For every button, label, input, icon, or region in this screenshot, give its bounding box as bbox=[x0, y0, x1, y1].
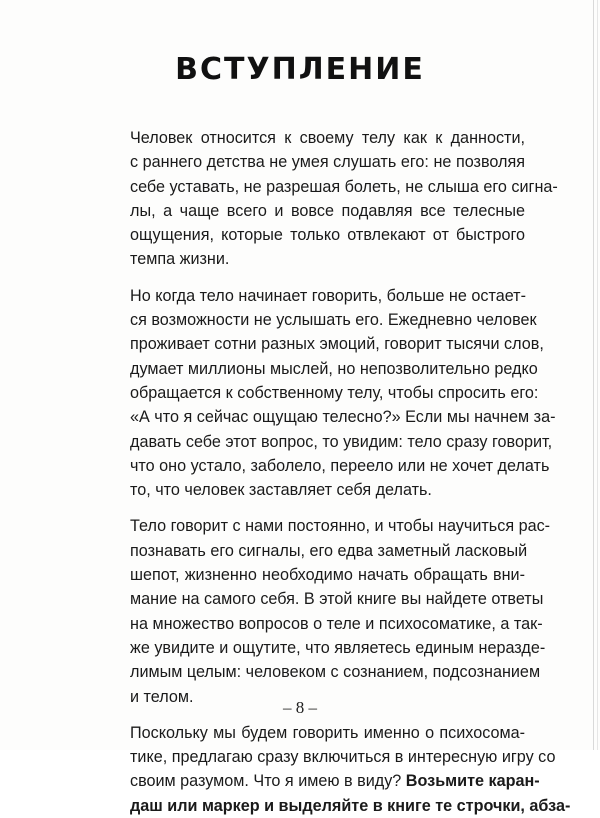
text-line: и телом. bbox=[130, 687, 194, 706]
text-line: же увидите и ощутите, что являетесь единым неразде- bbox=[130, 638, 546, 657]
text-line: обращается к собственному телу, чтобы спросить его: bbox=[130, 383, 539, 402]
text-line: что оно устало, заболело, переело или не хочет делать bbox=[130, 456, 550, 475]
page-edge bbox=[593, 0, 594, 750]
text-line: Тело говорит с нами постоянно, и чтобы научиться рас- bbox=[130, 517, 551, 536]
text-line: думает миллионы мыслей, но непозволительно редко bbox=[130, 359, 538, 378]
text-line: себе уставать, не разрешая болеть, не слыша его сигна- bbox=[130, 177, 558, 196]
text-line: познавать его сигналы, его едва заметный ласковый bbox=[130, 541, 528, 560]
text-line-mixed bbox=[130, 769, 540, 793]
bold-text-line: даш или маркер и выделяйте в книге те строчки, абза- bbox=[130, 796, 571, 815]
text-line: лы, а чаще всего и вовсе подавляя все телесные bbox=[130, 201, 525, 220]
text-line: лимым целым: человеком с сознанием, подсознанием bbox=[130, 663, 541, 682]
page-number: – 8 – bbox=[283, 698, 317, 717]
text-line: Но когда тело начинает говорить, больше не остает- bbox=[130, 286, 526, 305]
page-edge bbox=[597, 0, 598, 750]
text-line: проживает сотни разных эмоций, говорит тысячи слов, bbox=[130, 335, 544, 354]
text-line: Поскольку мы будем говорить именно о психосома- bbox=[130, 723, 525, 742]
text-line: на множество вопросов о теле и психосоматике, а так- bbox=[130, 614, 543, 633]
text-line: тике, предлагаю сразу включиться в интересную игру со bbox=[130, 748, 556, 767]
bold-text-segment: Возьмите каран- bbox=[405, 772, 540, 791]
text-line: Человек относится к своему телу как к данности, bbox=[130, 129, 525, 147]
text-line: темпа жизни. bbox=[130, 250, 230, 269]
chapter-title: ВСТУПЛЕНИЕ bbox=[175, 52, 425, 87]
text-line: шепот, жизненно необходимо начать обращать вни- bbox=[130, 566, 525, 585]
text-line: с раннего детства не умея слушать его: не позволяя bbox=[130, 153, 525, 172]
text-line: ся возможности не услышать его. Ежедневно человек bbox=[130, 311, 537, 330]
text-line: то, что человек заставляет себя делать. bbox=[130, 481, 432, 500]
text-segment: своим разумом. Что я имею в виду? bbox=[130, 772, 402, 791]
text-line: ощущения, которые только отвлекают от быстрого bbox=[130, 226, 525, 245]
text-line: давать себе этот вопрос, то увидим: тело сразу говорит, bbox=[130, 432, 553, 451]
text-line: «А что я сейчас ощущаю телесно?» Если мы начнем за- bbox=[130, 408, 556, 427]
text-line: мание на самого себя. В этой книге вы найдете ответы bbox=[130, 590, 544, 609]
